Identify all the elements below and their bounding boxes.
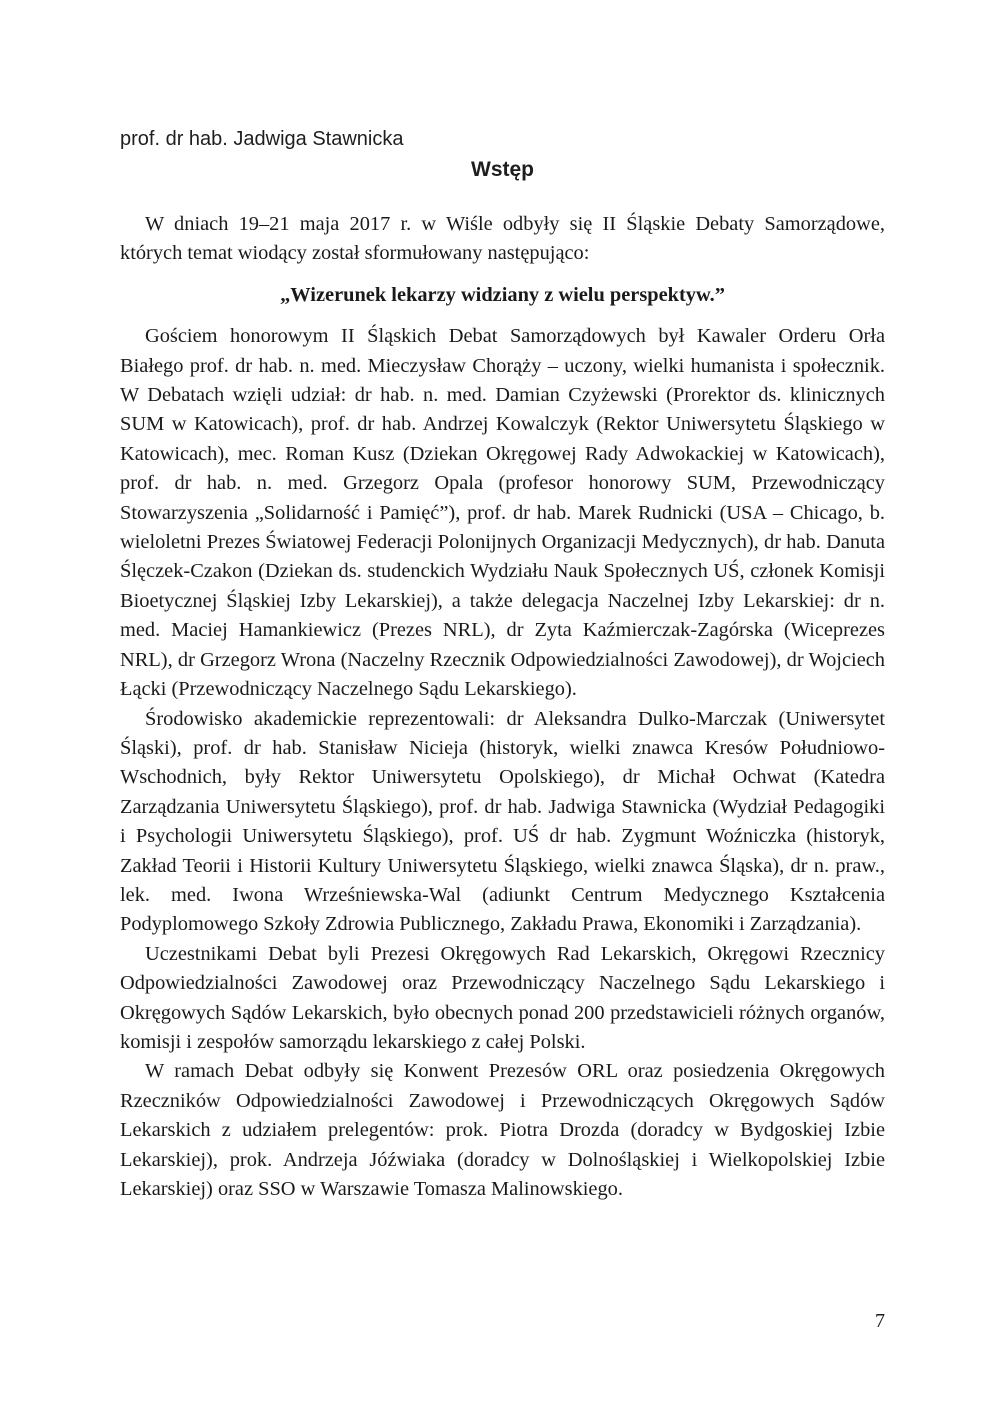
body-text bbox=[120, 210, 885, 1204]
paragraph-participants: Uczestnikami Debat byli Prezesi Okręgowych Rad Lekarskich, Okręgowi Rzecznicy Odpowiedzialności Zawodowej oraz Przewodniczący Naczelnego Sądu Lekarskiego i Okręgowych Sądów Lekarskich, było obecnych ponad 200 przedstawicieli różnych organów, komisji i zespołów samorządu lekarskiego z całej Polski. bbox=[120, 942, 885, 1053]
author-line: prof. dr hab. Jadwiga Stawnicka bbox=[120, 128, 404, 150]
section-heading: Wstęp bbox=[471, 158, 534, 181]
paragraph-guests: Gościem honorowym II Śląskich Debat Samorządowych był Kawaler Orderu Orła Białego prof. dr hab. n. med. Mieczysław Chorąży – uczony, wielki humanista i społecznik. W Debatach wzięli udział: dr hab. n. med. Damian Czyżewski (Prorektor ds. klinicznych SUM w Katowicach), prof. dr hab. Andrzej Kowalczyk (Rektor Uniwersytetu Śląskiego w Katowicach), mec. Roman Kusz (Dziekan Okręgowej Rady Adwokackiej w Katowicach), prof. dr hab. n. med. Grzegorz Opala (profesor honorowy SUM, Przewodniczący Stowarzyszenia „Solidarność i Pamięć”), prof. dr hab. Marek Rudnicki (USA – Chicago, b. wieloletni Prezes Światowej Federacji Polonijnych Organizacji Medycznych), dr hab. Danuta Ślęczek-Czakon (Dziekan ds. studenckich Wydziału Nauk Społecznych UŚ, członek Komisji Bioetycznej Śląskiej Izby Lekarskiej), a także delegacja Naczelnej Izby Lekarskiej: dr n. med. Maciej Hamankiewicz (Prezes NRL), dr Zyta Kaźmierczak-Zagórska (Wiceprezes NRL), dr Grzegorz Wrona (Naczelny Rzecznik Odpowiedzialności Zawodowej), dr Wojciech Łącki (Przewodniczący Naczelnego Sądu Lekarskiego). bbox=[120, 325, 885, 701]
motto-line: „Wizerunek lekarzy widziany z wielu perspektyw.” bbox=[280, 283, 725, 306]
paragraph-sessions: W ramach Debat odbyły się Konwent Prezesów ORL oraz posiedzenia Okręgowych Rzeczników Odpowiedzialności Zawodowej i Przewodniczących Okręgowych Sądów Lekarskich z udziałem prelegentów: prok. Piotra Drozda (doradcy w Bydgoskiej Izbie Lekarskiej), prok. Andrzeja Jóźwiaka (doradcy w Dolnośląskiej i Wielkopolskiej Izbie Lekarskiej) oraz SSO w Warszawie Tomasza Malinowskiego. bbox=[120, 1060, 885, 1200]
page-number: 7 bbox=[875, 1310, 885, 1332]
intro-paragraph: W dniach 19–21 maja 2017 r. w Wiśle odbyły się II Śląskie Debaty Samorządowe, których temat wiodący został sformułowany następująco: bbox=[120, 213, 885, 265]
paragraph-academics: Środowisko akademickie reprezentowali: dr Aleksandra Dulko-Marczak (Uniwersytet Śląski), prof. dr hab. Stanisław Nicieja (historyk, wielki znawca Kresów Południowo-Wschodnich, były Rektor Uniwersytetu Opolskiego), dr Michał Ochwat (Katedra Zarządzania Uniwersytetu Śląskiego), prof. dr hab. Jadwiga Stawnicka (Wydział Pedagogiki i Psychologii Uniwersytetu Śląskiego), prof. UŚ dr hab. Zygmunt Woźniczka (historyk, Zakład Teorii i Historii Kultury Uniwersytetu Śląskiego, wielki znawca Śląska), dr n. praw., lek. med. Iwona Wrześniewska-Wal (adiunkt Centrum Medycznego Kształcenia Podyplomowego Szkoły Zdrowia Publicznego, Zakładu Prawa, Ekonomiki i Zarządzania). bbox=[120, 707, 885, 936]
